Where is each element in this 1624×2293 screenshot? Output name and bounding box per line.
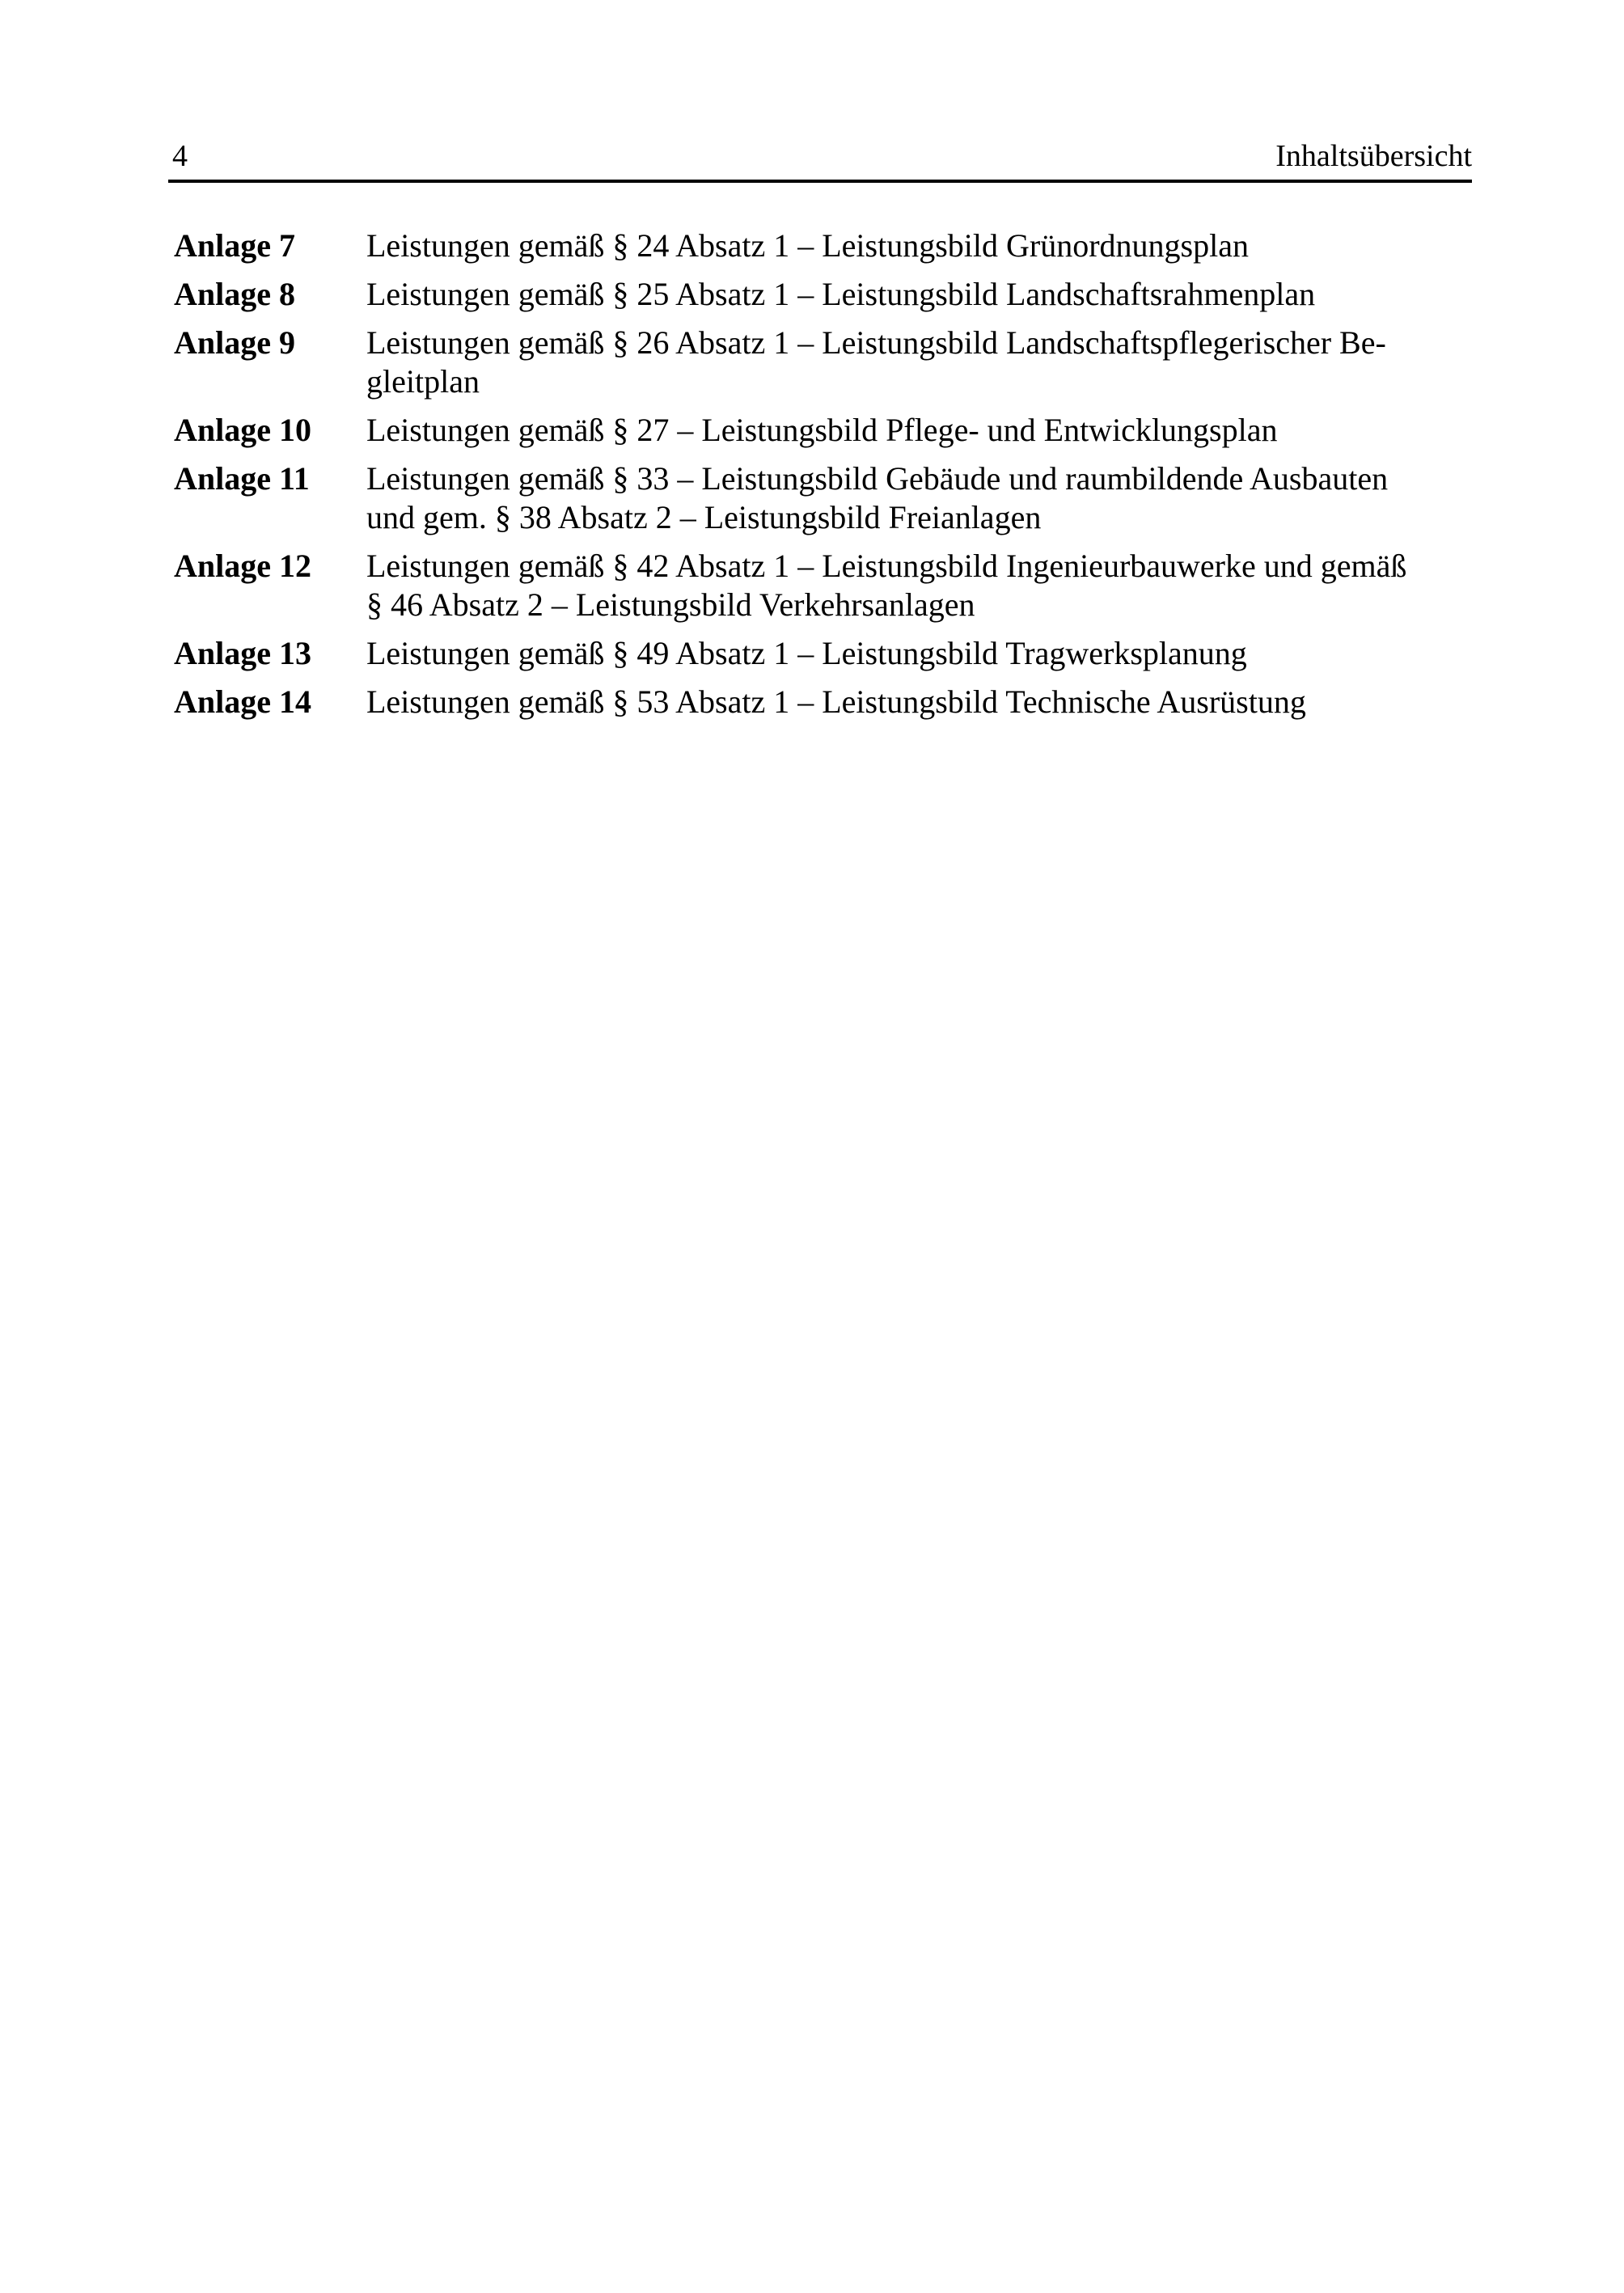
toc-entry-line: Leistungen gemäß § 25 Absatz 1 – Leistungsbild Landschaftsrahmenplan [366, 276, 1316, 312]
toc-entry-label: Anlage 14 [174, 683, 311, 720]
toc-entry-label: Anlage 10 [174, 412, 311, 448]
page-header [168, 134, 1472, 183]
toc-entry-label: Anlage 13 [174, 635, 311, 671]
toc-entry-text [366, 324, 1472, 401]
toc-entry-anlage-7 [174, 226, 1472, 265]
table-of-contents [174, 226, 1472, 731]
toc-entry-anlage-14 [174, 683, 1472, 721]
toc-entry-line: Leistungen gemäß § 33 – Leistungsbild Gebäude und raumbildende Ausbauten [366, 460, 1389, 497]
toc-entry-label: Anlage 7 [174, 227, 295, 264]
toc-entry-line: Leistungen gemäß § 27 – Leistungsbild Pflege- und Entwicklungsplan [366, 412, 1278, 448]
toc-entry-label: Anlage 12 [174, 548, 311, 584]
toc-entry-label: Anlage 8 [174, 276, 295, 312]
toc-entry-text [366, 547, 1472, 624]
toc-entry-line: Leistungen gemäß § 42 Absatz 1 – Leistungsbild Ingenieurbauwerke und gemäß [366, 548, 1407, 584]
page-number: 4 [172, 139, 188, 173]
toc-entry-anlage-12 [174, 547, 1472, 624]
toc-entry-line: Leistungen gemäß § 53 Absatz 1 – Leistungsbild Technische Ausrüstung [366, 683, 1306, 720]
toc-entry-anlage-13 [174, 634, 1472, 673]
toc-entry-label: Anlage 11 [174, 460, 310, 497]
toc-entry-anlage-10 [174, 411, 1472, 450]
toc-entry-text [366, 459, 1472, 537]
toc-entry-line: § 46 Absatz 2 – Leistungsbild Verkehrsanlagen [366, 586, 975, 623]
toc-entry-anlage-11 [174, 459, 1472, 537]
toc-entry-line: und gem. § 38 Absatz 2 – Leistungsbild Freianlagen [366, 499, 1042, 535]
toc-entry-line: Leistungen gemäß § 49 Absatz 1 – Leistungsbild Tragwerksplanung [366, 635, 1247, 671]
toc-entry-text [366, 683, 1472, 721]
toc-entry-text [366, 411, 1472, 450]
toc-entry-text [366, 275, 1472, 314]
toc-entry-text [366, 226, 1472, 265]
toc-entry-line: gleitplan [366, 363, 480, 400]
toc-entry-anlage-8 [174, 275, 1472, 314]
toc-entry-anlage-9 [174, 324, 1472, 401]
toc-entry-line: Leistungen gemäß § 24 Absatz 1 – Leistungsbild Grünordnungsplan [366, 227, 1249, 264]
running-title: Inhaltsübersicht [1275, 139, 1472, 173]
toc-entry-line: Leistungen gemäß § 26 Absatz 1 – Leistungsbild Landschaftspflegerischer Be- [366, 324, 1386, 361]
toc-entry-label: Anlage 9 [174, 324, 295, 361]
toc-entry-text [366, 634, 1472, 673]
